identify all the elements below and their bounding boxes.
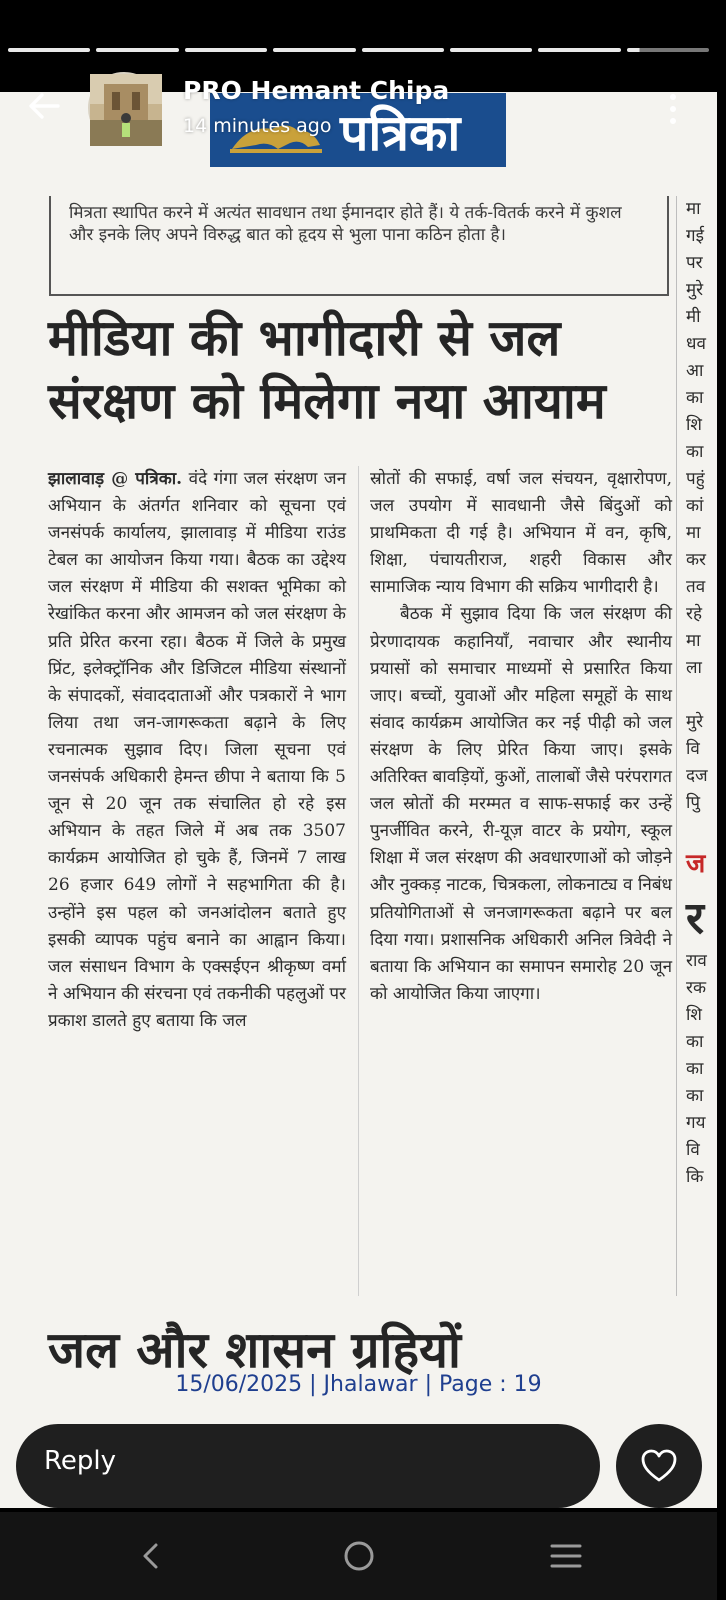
adjacent-article-fragment: तव xyxy=(686,577,706,597)
progress-segment xyxy=(185,48,267,52)
story-progress-bar xyxy=(8,48,709,52)
adjacent-article-fragment: राव xyxy=(686,951,707,971)
column-2-paragraph-1: स्रोतों की सफाई, वर्षा जल संचयन, वृक्षारोपण, जल उपयोग में सावधानी जैसे बिंदुओं को प्राथमिकता दी गई है। अभियान में वन, कृषि, शिक्षा, पंचायतीराज, शहरी विकास और सामाजिक न्याय विभाग की सक्रिय भागीदारी है। xyxy=(370,469,672,598)
right-column-divider xyxy=(676,196,677,1296)
article-headline xyxy=(48,306,668,432)
nav-back-button[interactable] xyxy=(127,1532,175,1580)
story-author-name[interactable]: PRO Hemant Chipa xyxy=(183,76,450,105)
adjacent-article-fragment: मा xyxy=(686,523,701,543)
adjacent-article-fragment: का xyxy=(686,1059,704,1079)
progress-segment xyxy=(538,48,620,52)
adjacent-article-fragment: मी xyxy=(686,307,701,327)
android-navigation-bar xyxy=(0,1512,717,1600)
adjacent-article-fragment: ला xyxy=(686,658,702,678)
adjacent-article-fragment: कर xyxy=(686,550,707,570)
article-column-2 xyxy=(370,466,672,1008)
progress-segment-current xyxy=(627,48,709,52)
adjacent-article-fragment: दज xyxy=(686,766,708,786)
story-timestamp: 14 minutes ago xyxy=(183,115,332,137)
nav-home-button[interactable] xyxy=(335,1532,383,1580)
adjacent-article-fragment: का xyxy=(686,442,704,462)
newspaper-image xyxy=(0,92,717,1508)
adjacent-article-fragment: गय xyxy=(686,1113,706,1133)
page-caption: 15/06/2025 | Jhalawar | Page : 19 xyxy=(175,1372,542,1397)
adjacent-article-fragment: वि xyxy=(686,1140,700,1160)
back-arrow-icon[interactable] xyxy=(24,86,64,126)
adjacent-article-fragment: का xyxy=(686,1032,704,1052)
adjacent-article-fragment: पहुं xyxy=(686,469,705,489)
chevron-left-icon xyxy=(138,1541,164,1571)
column-2-paragraph-2: बैठक में सुझाव दिया कि जल संरक्षण की प्रेरणादायक कहानियाँ, नवाचार और स्थानीय प्रयासों को समाचार माध्यमों से प्रसारित किया जाए। बच्चों, युवाओं और महिला समूहों के साथ संवाद कार्यक्रम आयोजित कर नई पीढ़ी को जल संरक्षण के लिए प्रेरित किया जाए। इसके अतिरिक्त बावड़ियों, कुओं, तालाबों जैसे परंपरागत जल स्रोतों की मरम्मत व साफ-सफाई कर उन्हें पुनर्जीवित करने, री-यूज़ वाटर के प्रयोग, स्कूल शिक्षा में जल संरक्षण की अवधारणाओं को जोड़ने और नुक्कड़ नाटक, चित्रकला, लोकनाट्य व निबंध प्रतियोगिताओं से जनजागरूकता बढ़ाने पर बल दिया गया। प्रशासनिक अधिकारी अनिल त्रिवेदी ने बताया कि अभियान का समापन समारोह 20 जून को आयोजित किया जाएगा। xyxy=(370,604,672,1004)
avatar-photo-icon xyxy=(90,74,162,146)
adjacent-article-fragment: शि xyxy=(686,415,702,435)
adjacent-article-fragment: मुरे xyxy=(686,280,704,300)
adjacent-article-fragment: रहे xyxy=(686,604,702,624)
adjacent-article-fragment xyxy=(686,682,726,709)
avatar[interactable] xyxy=(88,72,160,144)
adjacent-article-fragment: कां xyxy=(686,496,704,516)
masthead-title: पत्रिका xyxy=(340,103,461,162)
progress-segment xyxy=(362,48,444,52)
adjacent-article-fragment: पुि xyxy=(686,793,701,813)
article-column-1 xyxy=(48,466,346,1035)
progress-segment xyxy=(8,48,90,52)
progress-segment xyxy=(273,48,355,52)
adjacent-article-fragment: रक xyxy=(686,978,707,998)
adjacent-article-fragment: आ xyxy=(686,361,704,381)
adjacent-article-fragment xyxy=(686,817,726,844)
progress-segment xyxy=(450,48,532,52)
adjacent-article-fragment: मा xyxy=(686,631,701,651)
reply-placeholder: Reply xyxy=(44,1446,117,1476)
next-article-headline: जल और शासन ग्रहियों xyxy=(48,1320,461,1379)
adjacent-article-fragment: कि xyxy=(686,1167,704,1187)
more-options-icon[interactable] xyxy=(664,92,682,126)
nav-recents-button[interactable] xyxy=(542,1532,590,1580)
adjacent-article-fragment: र xyxy=(686,893,704,944)
adjacent-article-fragment: धव xyxy=(686,334,706,354)
heart-icon xyxy=(640,1449,678,1483)
progress-segment xyxy=(96,48,178,52)
column-1-text: वंदे गंगा जल संरक्षण जन अभियान के अंतर्गत शनिवार को सूचना एवं जनसंपर्क कार्यालय, झालावाड़ में मीडिया राउंड टेबल का आयोजन किया गया। बैठक का उद्देश्य जल संरक्षण में मीडिया की सशक्त भूमिका को रेखांकित करना और आमजन को जल संरक्षण के प्रति प्रेरित करना रहा। बैठक में जिले के प्रमुख प्रिंट, इलेक्ट्रॉनिक और डिजिटल मीडिया संस्थानों के संपादकों, संवाददाताओं और पत्रकारों ने भाग लिया तथा जन-जागरूकता बढ़ाने के लिए रचनात्मक सुझाव दिए। जिला सूचना एवं जनसंपर्क अधिकारी हेमन्त छीपा ने बताया कि 5 जून से 20 जून तक संचालित हो रहे इस अभियान के तहत जिले में अब तक 3507 कार्यक्रम आयोजित हो चुके हैं, जिनमें 7 लाख 26 हजार 649 लोगों ने सहभागिता की है। उन्होंने इस पहल को जनआंदोलन बताते हुए इसकी व्यापक पहुंच बनाने का आह्वान किया। जल संसाधन विभाग के एक्सईएन श्रीकृष्ण वर्मा ने अभियान की संरचना एवं तकनीकी पहलुओं पर प्रकाश डालते हुए बताया कि जल xyxy=(48,469,346,1031)
headline-line-1: मीडिया की भागीदारी से जल xyxy=(48,308,561,367)
adjacent-article-fragment: का xyxy=(686,1086,704,1106)
adjacent-article-fragment: शि xyxy=(686,1005,702,1025)
adjacent-article-fragment: वि xyxy=(686,739,700,759)
reply-input[interactable] xyxy=(16,1424,600,1508)
recents-menu-icon xyxy=(549,1541,583,1571)
adjacent-article-fragment: मुरे xyxy=(686,712,704,732)
adjacent-article-strip xyxy=(686,196,726,1191)
dateline: झालावाड़ @ पत्रिका. xyxy=(48,469,183,489)
adjacent-article-fragment: पर xyxy=(686,253,703,273)
adjacent-article-fragment: का xyxy=(686,388,704,408)
headline-line-2: संरक्षण को मिलेगा नया आयाम xyxy=(48,371,606,430)
column-divider xyxy=(358,466,359,1296)
home-circle-icon xyxy=(342,1539,376,1573)
adjacent-article-fragment: ज xyxy=(686,849,706,879)
like-button[interactable] xyxy=(616,1424,702,1508)
adjacent-article-fragment: मा xyxy=(686,199,701,219)
quote-box: मित्रता स्थापित करने में अत्यंत सावधान तथा ईमानदार होते हैं। ये तर्क-वितर्क करने में कुशल और इनके लिए अपने विरुद्ध बात को हृदय से भुला पाना कठिन होता है। xyxy=(49,196,669,296)
adjacent-article-fragment: गई xyxy=(686,226,704,246)
